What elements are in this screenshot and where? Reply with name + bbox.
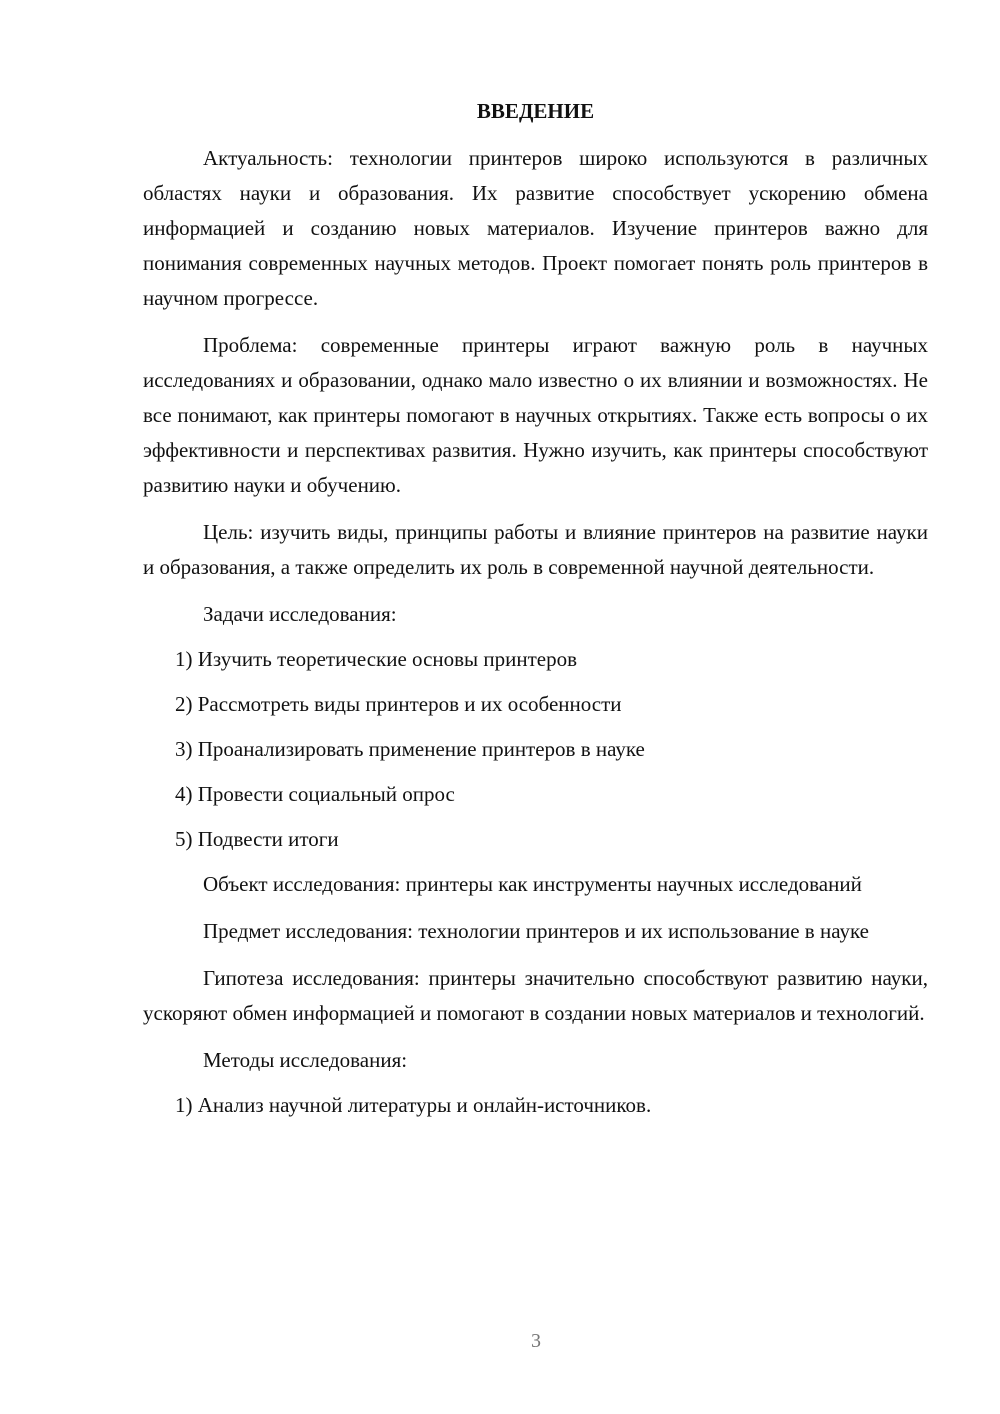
methods-heading: Методы исследования: [203, 1048, 408, 1072]
section-heading: ВВЕДЕНИЕ [476, 99, 595, 123]
list-item: 4) Провести социальный опрос [175, 782, 455, 806]
list-item: 1) Изучить теоретические основы принтеров [175, 647, 578, 671]
relevance-paragraph: Актуальность: технологии принтеров широко используются в различных областях науки и образования. Их развитие способствует ускорению обмена информацией и созданию новых материалов. Изучение принтеров важно для понимания современных научных методов. Проект помогает понять роль принтеров в научном прогрессе. [143, 146, 928, 310]
tasks-heading: Задачи исследования: [203, 602, 397, 626]
goal-paragraph: Цель: изучить виды, принципы работы и влияние принтеров на развитие науки и образования, а также определить их роль в современной научной деятельности. [143, 520, 928, 579]
body-text [143, 141, 928, 1123]
list-item: 5) Подвести итоги [175, 827, 339, 851]
object-paragraph: Объект исследования: принтеры как инструменты научных исследований [203, 872, 862, 896]
problem-paragraph: Проблема: современные принтеры играют важную роль в научных исследованиях и образовании, однако мало известно о их влиянии и возможностях. Не все понимают, как принтеры помогают в научных открытиях. Также есть вопросы о их эффективности и перспективах развития. Нужно изучить, как принтеры способствуют развитию науки и обучению. [143, 333, 928, 497]
page-number: 3 [531, 1330, 541, 1352]
hypothesis-paragraph: Гипотеза исследования: принтеры значительно способствуют развитию науки, ускоряют обмен информацией и помогают в создании новых материалов и технологий. [143, 966, 928, 1025]
methods-list [143, 1088, 928, 1123]
list-item: 2) Рассмотреть виды принтеров и их особенности [175, 692, 622, 716]
list-item: 1) Анализ научной литературы и онлайн-источников. [175, 1093, 652, 1117]
tasks-list [143, 642, 928, 857]
subject-paragraph: Предмет исследования: технологии принтеров и их использование в науке [203, 919, 869, 943]
list-item: 3) Проанализировать применение принтеров в науке [175, 737, 645, 761]
